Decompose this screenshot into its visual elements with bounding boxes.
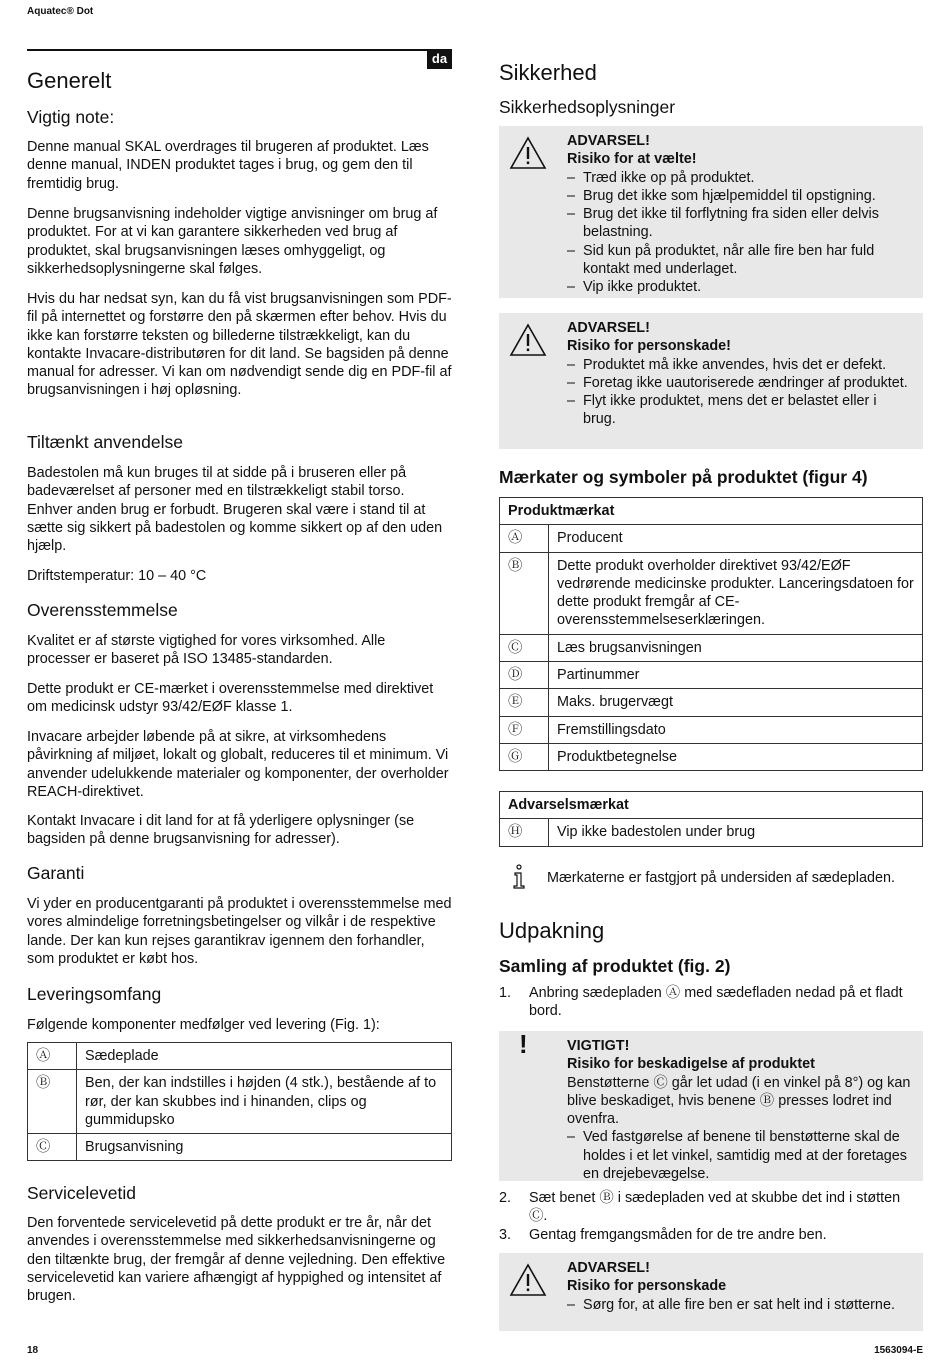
warning-triangle-icon — [509, 323, 547, 357]
paragraph: Badestolen må kun bruges til at sidde på i bruseren eller på badeværelset af personer med en tilstrækkeligt stabil torso. Enhver anden brug er forbudt. Brugeren skal være i stand til at sætte sig sikkert på badestolen og komme sikkert op af den uden hjælp. — [27, 465, 443, 555]
step-text: Gentag fremgangsmåden for de tre andre ben. — [529, 1226, 827, 1243]
table-value: Producent — [549, 525, 923, 552]
warning-list — [567, 169, 913, 297]
important-label: VIGTIGT! — [567, 1038, 630, 1054]
table-value: Dette produkt overholder direktivet 93/42/EØF vedrørende medicinske produkter. Lanceringsdatoen for dette produkt fremgår af CE-overensstemmelseserklæringen. — [549, 552, 923, 634]
table-key: Ⓔ — [500, 689, 549, 716]
list-item: – Træd ikke op på produktet. — [567, 169, 913, 187]
table-header: Advarselsmærkat — [500, 792, 923, 819]
important-text: Benstøtterne Ⓒ går let udad (i en vinkel på 8°) og kan blive beskadiget, hvis benene Ⓑ presses lodret ind ovenfra. — [567, 1074, 911, 1128]
warning-risk: Risiko for at vælte! — [567, 151, 697, 168]
table-row — [28, 1134, 452, 1161]
assembly-steps-continued — [499, 1189, 909, 1244]
warning-risk: Risiko for personskade! — [567, 338, 731, 355]
list-item: – Flyt ikke produktet, mens det er belastet eller i brug. — [567, 392, 913, 429]
table-key: Ⓕ — [500, 716, 549, 743]
table-row — [500, 552, 923, 634]
labels-heading: Mærkater og symboler på produktet (figur 4) — [499, 467, 868, 487]
warning-list — [567, 356, 913, 429]
assembly-heading: Samling af produktet (fig. 2) — [499, 956, 731, 976]
important-note-heading: Vigtig note: — [27, 107, 115, 127]
paragraph: Dette produkt er CE-mærket i overensstemmelse med direktivet om medicinsk udstyr 93/42/EØF klasse 1. — [27, 681, 434, 716]
paragraph: Kontakt Invacare i dit land for at få yderligere oplysninger (se bagsiden på denne brugsanvisning for adresser). — [27, 813, 415, 848]
table-key: Ⓒ — [500, 634, 549, 661]
table-key: Ⓖ — [500, 743, 549, 770]
info-note: Mærkaterne er fastgjort på undersiden af sædepladen. — [547, 870, 895, 886]
document-number: 1563094-E — [874, 1345, 923, 1356]
table-value: Sædeplade — [77, 1043, 452, 1070]
table-value: Maks. brugervægt — [549, 689, 923, 716]
step-number: 1. — [499, 985, 512, 1001]
important-box — [499, 1031, 923, 1181]
warning-box — [499, 126, 923, 298]
list-item: – Brug det ikke til forflytning fra siden eller delvis belastning. — [567, 205, 913, 242]
table-key: Ⓐ — [500, 525, 549, 552]
table-value: Vip ikke badestolen under brug — [549, 819, 923, 846]
table-row — [500, 743, 923, 770]
table-value: Fremstillingsdato — [549, 716, 923, 743]
warning-label-table — [499, 791, 923, 847]
step-item — [499, 984, 909, 1021]
delivery-heading: Leveringsomfang — [27, 984, 162, 1004]
operating-temperature: Driftstemperatur: 10 – 40 °C — [27, 568, 207, 584]
header-product-name: Aquatec® Dot — [27, 6, 94, 17]
list-item: – Foretag ikke uautoriserede ændringer af produktet. — [567, 374, 913, 392]
warning-label: ADVARSEL! — [567, 133, 650, 149]
step-number: 2. — [499, 1190, 512, 1206]
warning-label: ADVARSEL! — [567, 320, 650, 336]
table-value: Brugsanvisning — [77, 1134, 452, 1161]
table-key: Ⓑ — [500, 552, 549, 634]
table-key: Ⓗ — [500, 819, 549, 846]
list-item: – Ved fastgørelse af benene til benstøtterne skal de holdes i et let vinkel, samtidig med at der foretages en drejebevægelse. — [567, 1128, 913, 1183]
important-risk: Risiko for beskadigelse af produktet — [567, 1056, 815, 1073]
info-icon — [509, 864, 529, 890]
list-item: – Produktet må ikke anvendes, hvis det er defekt. — [567, 356, 913, 374]
service-life-heading: Servicelevetid — [27, 1183, 136, 1203]
delivery-table — [27, 1042, 452, 1161]
paragraph: Den forventede servicelevetid på dette produkt er tre år, når det anvendes i overensstemmelse med sikkerhedsanvisningerne og den tiltænkte brug, der fremgår af denne vejledning. Den effektive servicelevetid kan variere afhængigt af hyppighed og intensitet af brugen. — [27, 1215, 446, 1305]
warning-box — [499, 313, 923, 449]
page-number: 18 — [27, 1345, 39, 1356]
section-title-safety: Sikkerhed — [499, 60, 597, 85]
paragraph: Invacare arbejder løbende på at sikre, at virksomhedens påvirkning af miljøet, lokalt og globalt, reduceres til et minimum. Vi anvender udelukkende materialer og komponenter, der overholder REACH-direktivet. — [27, 729, 449, 800]
warning-label: ADVARSEL! — [567, 1260, 650, 1276]
step-item — [499, 1189, 909, 1226]
paragraph: Denne brugsanvisning indeholder vigtige anvisninger om brug af produktet. For at vi kan garantere sikkerheden ved brug af produktet, skal brugsanvisningen læses omhyggeligt, og sikkerhedsoplysningerne skal følges. — [27, 206, 438, 277]
table-value: Partinummer — [549, 662, 923, 689]
table-key: Ⓐ — [28, 1043, 77, 1070]
intended-use-heading: Tiltænkt anvendelse — [27, 432, 183, 452]
warning-box — [499, 1253, 923, 1331]
list-item: – Brug det ikke som hjælpemiddel til opstigning. — [567, 187, 913, 205]
table-row — [500, 662, 923, 689]
list-item: – Sid kun på produktet, når alle fire ben har fuld kontakt med underlaget. — [567, 242, 913, 279]
warning-risk: Risiko for personskade — [567, 1278, 727, 1295]
language-badge: da — [427, 50, 452, 69]
table-row — [500, 716, 923, 743]
paragraph: Denne manual SKAL overdrages til brugeren af produktet. Læs denne manual, INDEN produktet tages i brug, og gem den til fremtidig brug. — [27, 139, 429, 192]
table-row — [500, 634, 923, 661]
section-title-unpacking: Udpakning — [499, 918, 605, 943]
table-value: Produktbetegnelse — [549, 743, 923, 770]
step-number: 3. — [499, 1226, 512, 1243]
warning-list — [567, 1296, 913, 1314]
product-label-table — [499, 497, 923, 771]
step-item — [499, 1226, 909, 1244]
table-row — [500, 525, 923, 552]
safety-info-heading: Sikkerhedsoplysninger — [499, 97, 676, 117]
paragraph: Følgende komponenter medfølger ved levering (Fig. 1): — [27, 1017, 380, 1033]
paragraph: Kvalitet er af største vigtighed for vores virksomhed. Alle processer er baseret på ISO 13485-standarden. — [27, 633, 386, 668]
table-row — [500, 689, 923, 716]
warning-triangle-icon — [509, 1263, 547, 1297]
table-value: Læs brugsanvisningen — [549, 634, 923, 661]
table-row — [28, 1043, 452, 1070]
section-title-general: Generelt — [27, 68, 112, 93]
exclamation-icon: ! — [519, 1029, 528, 1059]
step-text: Sæt benet Ⓑ i sædepladen ved at skubbe det ind i støtten Ⓒ. — [529, 1190, 901, 1225]
table-key: Ⓒ — [28, 1134, 77, 1161]
important-list — [567, 1128, 913, 1183]
paragraph: Vi yder en producentgaranti på produktet i overensstemmelse med vores almindelige forretningsbetingelser og vilkår i de respektive lande. Der kan kun rejses garantikrav igennem den forhandler, som produktet er købt hos. — [27, 896, 452, 967]
table-value: Ben, der kan indstilles i højden (4 stk.), bestående af to rør, der kan skubbes ind i hinanden, clips og gummidupsko — [77, 1070, 452, 1134]
list-item: – Sørg for, at alle fire ben er sat helt ind i støtterne. — [567, 1296, 913, 1314]
step-text: Anbring sædepladen Ⓐ med sædefladen nedad på et fladt bord. — [529, 985, 903, 1020]
table-key: Ⓓ — [500, 662, 549, 689]
warning-triangle-icon — [509, 136, 547, 170]
paragraph: Hvis du har nedsat syn, kan du få vist brugsanvisningen som PDF-fil på internettet og forstørre den på skærmen efter behov. Hvis du ikke kan forstørre teksten og billederne tilstrækkeligt, kan du kontakte Invacare-distributøren for dit land. Se bagsiden på denne manual for adresser. Vi kan om nødvendigt sende dig en PDF-fil af brugsanvisningen i høj opløsning. — [27, 291, 452, 399]
warranty-heading: Garanti — [27, 863, 85, 883]
assembly-steps — [499, 984, 909, 1021]
table-header: Produktmærkat — [500, 498, 923, 525]
header-rule — [27, 49, 452, 51]
table-row — [28, 1070, 452, 1134]
compliance-heading: Overensstemmelse — [27, 600, 178, 620]
list-item: – Vip ikke produktet. — [567, 278, 913, 296]
table-key: Ⓑ — [28, 1070, 77, 1134]
table-row — [500, 819, 923, 846]
